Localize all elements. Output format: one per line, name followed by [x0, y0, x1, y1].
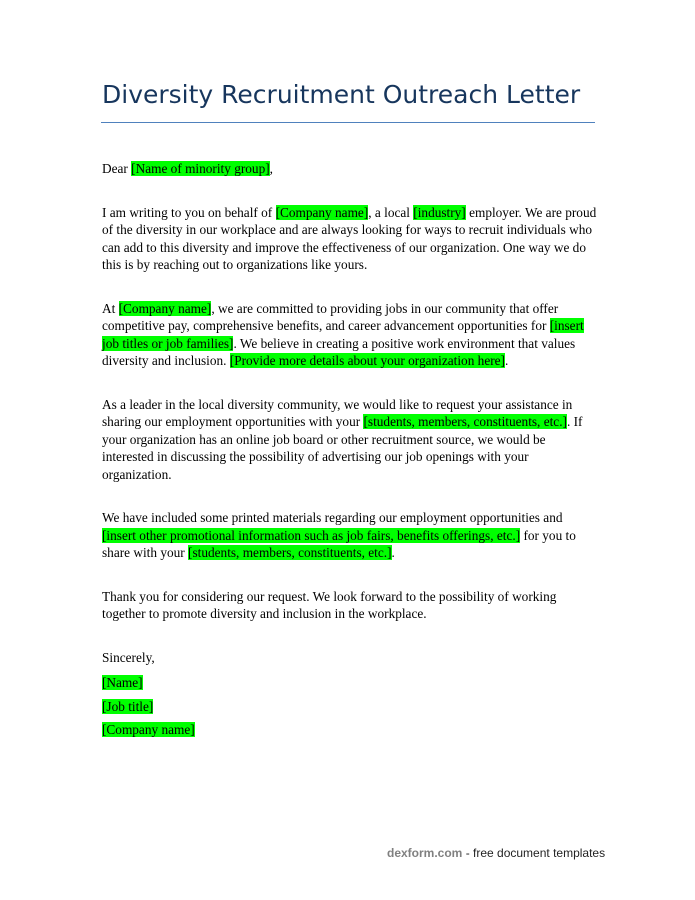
text: , we are committed to providing jobs in our community that offer competitive pay, comprehensive benefits, and career advancement opportunities for [102, 300, 559, 333]
text: , a local [368, 204, 414, 220]
closing: Sincerely, [102, 649, 155, 665]
text: I am writing to you on behalf of [102, 204, 276, 220]
footer-brand: dexform.com [387, 846, 463, 860]
placeholder-promotional-info: [insert other promotional information such as job fairs, benefits offerings, etc.] [102, 527, 521, 543]
placeholder-organization-details: [Provide more details about your organization here] [229, 353, 505, 368]
paragraph-thanks: Thank you for considering our request. We look forward to the possibility of working together to promote diversity and inclusion in the workplace. [102, 588, 557, 621]
text: employer. We are proud of the diversity in our workplace and are always looking for ways to recruit individuals who can add to this diversity and improve the effectiveness of our organization. One way we do this is by reaching out to organizations like yours. [102, 204, 597, 272]
letter-body [102, 160, 597, 745]
placeholder-audience: [students, members, constituents, etc.] [363, 414, 567, 429]
text: for you to share with your [102, 527, 576, 560]
placeholder-job-title: [Job title] [102, 698, 154, 714]
paragraph-materials [102, 509, 597, 562]
text: . [505, 353, 509, 368]
paragraph-commitment [102, 300, 597, 370]
placeholder-company-name: [Company name] [275, 204, 369, 220]
placeholder-audience: [students, members, constituents, etc.] [188, 545, 392, 560]
greeting-suffix: , [269, 161, 273, 176]
placeholder-name: [Name] [102, 675, 143, 690]
text: As a leader in the local diversity community, we would like to request your assistance in sharing our employment opportunities with your [102, 396, 573, 429]
footer [387, 846, 605, 860]
text: . If your organization has an online job board or other recruitment source, we would be interested in discussing the possibility of advertising our job openings with your organization. [102, 414, 583, 482]
signature-title-line [102, 698, 597, 716]
placeholder-job-titles: [insert job titles or job families] [102, 318, 584, 351]
placeholder-industry: [industry] [413, 204, 466, 220]
signature-block [102, 649, 597, 739]
text: At [102, 300, 119, 316]
placeholder-company-name: [Company name] [118, 300, 212, 316]
greeting [102, 160, 597, 178]
footer-tagline: - free document templates [462, 846, 606, 860]
paragraph-intro [102, 204, 597, 274]
paragraph-request [102, 396, 597, 484]
text: . We believe in creating a positive work environment that values diversity and inclusion. [102, 335, 576, 368]
document-title: Diversity Recruitment Outreach Letter [102, 80, 581, 109]
title-rule [101, 122, 595, 123]
placeholder-company-name: [Company name] [102, 722, 195, 737]
placeholder-recipient: [Name of minority group] [131, 161, 270, 176]
signature-company-line [102, 721, 597, 739]
signature-name-line [102, 674, 597, 692]
greeting-prefix: Dear [102, 161, 132, 176]
text: . [391, 545, 395, 560]
text: We have included some printed materials regarding our employment opportunities and [102, 510, 563, 525]
